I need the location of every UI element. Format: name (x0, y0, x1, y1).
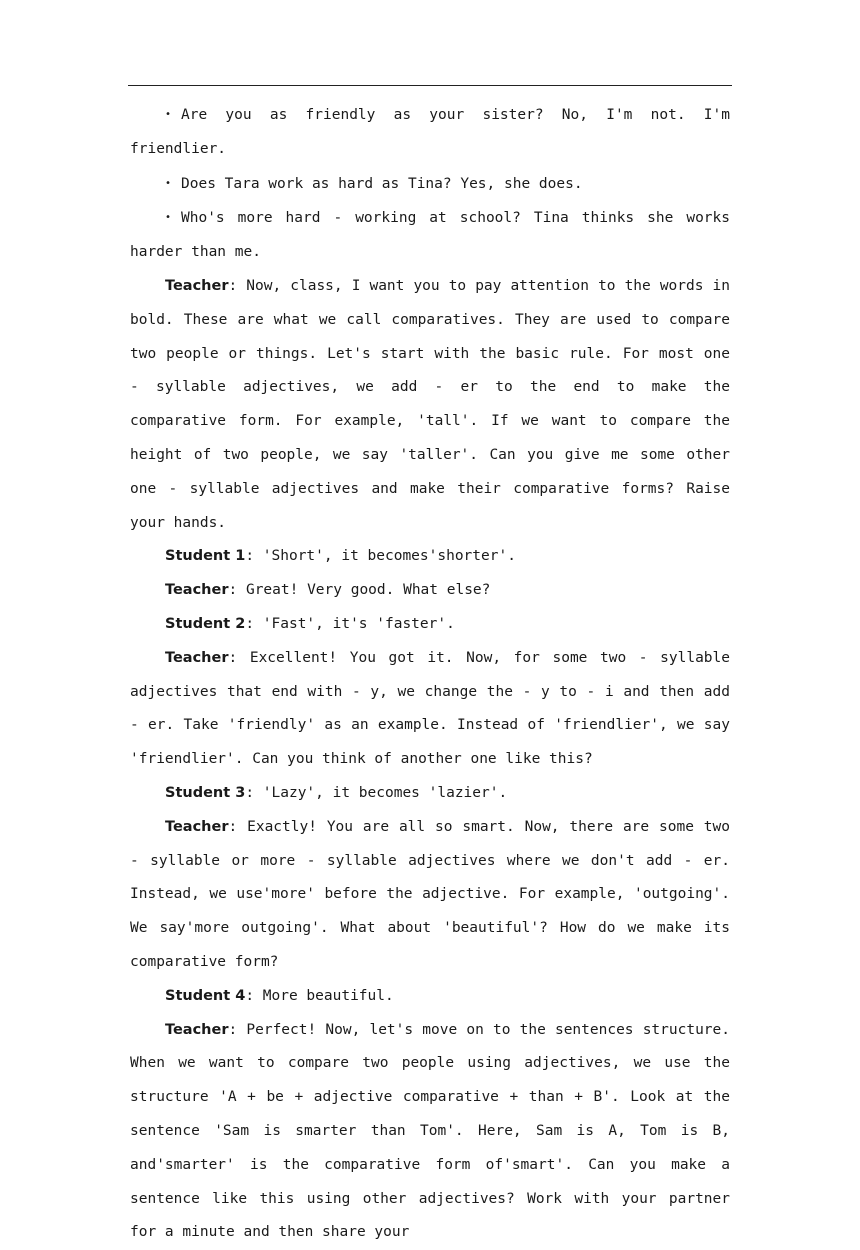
header-rule (128, 85, 732, 86)
speaker-name: Student 4 (165, 987, 246, 1004)
dialogue-turn (130, 980, 730, 1014)
speaker-name: Student 1 (165, 548, 246, 565)
dialogue-turn (130, 540, 730, 574)
bullet-icon: • (165, 212, 172, 224)
dialogue-turn (130, 574, 730, 608)
speaker-name: Teacher (165, 582, 229, 599)
dialogue-turn (130, 777, 730, 811)
dialogue-turn (130, 1014, 730, 1250)
speaker-name: Teacher (165, 818, 229, 835)
dialogue-turn (130, 270, 730, 540)
speaker-name: Teacher (165, 649, 229, 666)
speaker-name: Student 2 (165, 615, 246, 632)
utterance-text: : 'Lazy', it becomes 'lazier'. (245, 784, 508, 801)
speaker-name: Teacher (165, 277, 229, 294)
speaker-name: Student 3 (165, 784, 246, 801)
dialogue-turn (130, 608, 730, 642)
utterance-text: : Perfect! Now, let's move on to the sentences structure. When we want to compare two people using adjectives, we use the structure 'A + be + adjective comparative + than + B'. Look at the sentence 'Sam is smarter than Tom'. Here, Sam is A, Tom is B, and'smarter' is the comparative form of'smart'. Can you make a sentence like this using other adjectives? Work with your partner for a minute and then share your (130, 1021, 730, 1241)
utterance-text: : 'Short', it becomes'shorter'. (245, 548, 516, 565)
utterance-text: : Now, class, I want you to pay attention to the words in bold. These are what we call comparatives. They are used to compare two people or things. Let's start with the basic rule. For most one - syllable adjectives, we add - er to the end to make the comparative form. For example, 'tall'. If we want to compare the height of two people, we say 'taller'. Can you give me some other one - syllable adjectives and make their comparative forms? Raise your hands. (130, 277, 730, 531)
document-body (130, 98, 730, 1250)
speaker-name: Teacher (165, 1021, 229, 1038)
utterance-text: : 'Fast', it's 'faster'. (245, 615, 455, 632)
bullet-icon: • (165, 177, 172, 189)
utterance-text: : More beautiful. (245, 987, 394, 1004)
utterance-text: : Great! Very good. What else? (228, 582, 491, 599)
utterance-text: : Excellent! You got it. Now, for some two - syllable adjectives that end with - y, we change the - y to - i and then add - er. Take 'friendly' as an example. Instead of 'friendlier', we say 'friendlier'. Can you think of another one like this? (130, 649, 730, 768)
bullet-item: • Does Tara work as hard as Tina? Yes, she does. (130, 167, 730, 202)
bullet-item: • Are you as friendly as your sister? No, I'm not. I'm friendlier. (130, 98, 730, 167)
bullet-item: • Who's more hard - working at school? Tina thinks she works harder than me. (130, 201, 730, 270)
bullet-icon: • (165, 109, 172, 120)
dialogue-turn (130, 811, 730, 980)
dialogue-turn (130, 642, 730, 777)
utterance-text: : Exactly! You are all so smart. Now, there are some two - syllable or more - syllable adjectives where we don't add - er. Instead, we use'more' before the adjective. For example, 'outgoing'. We say'more outgoing'. What about 'beautiful'? How do we make its comparative form? (130, 818, 730, 970)
